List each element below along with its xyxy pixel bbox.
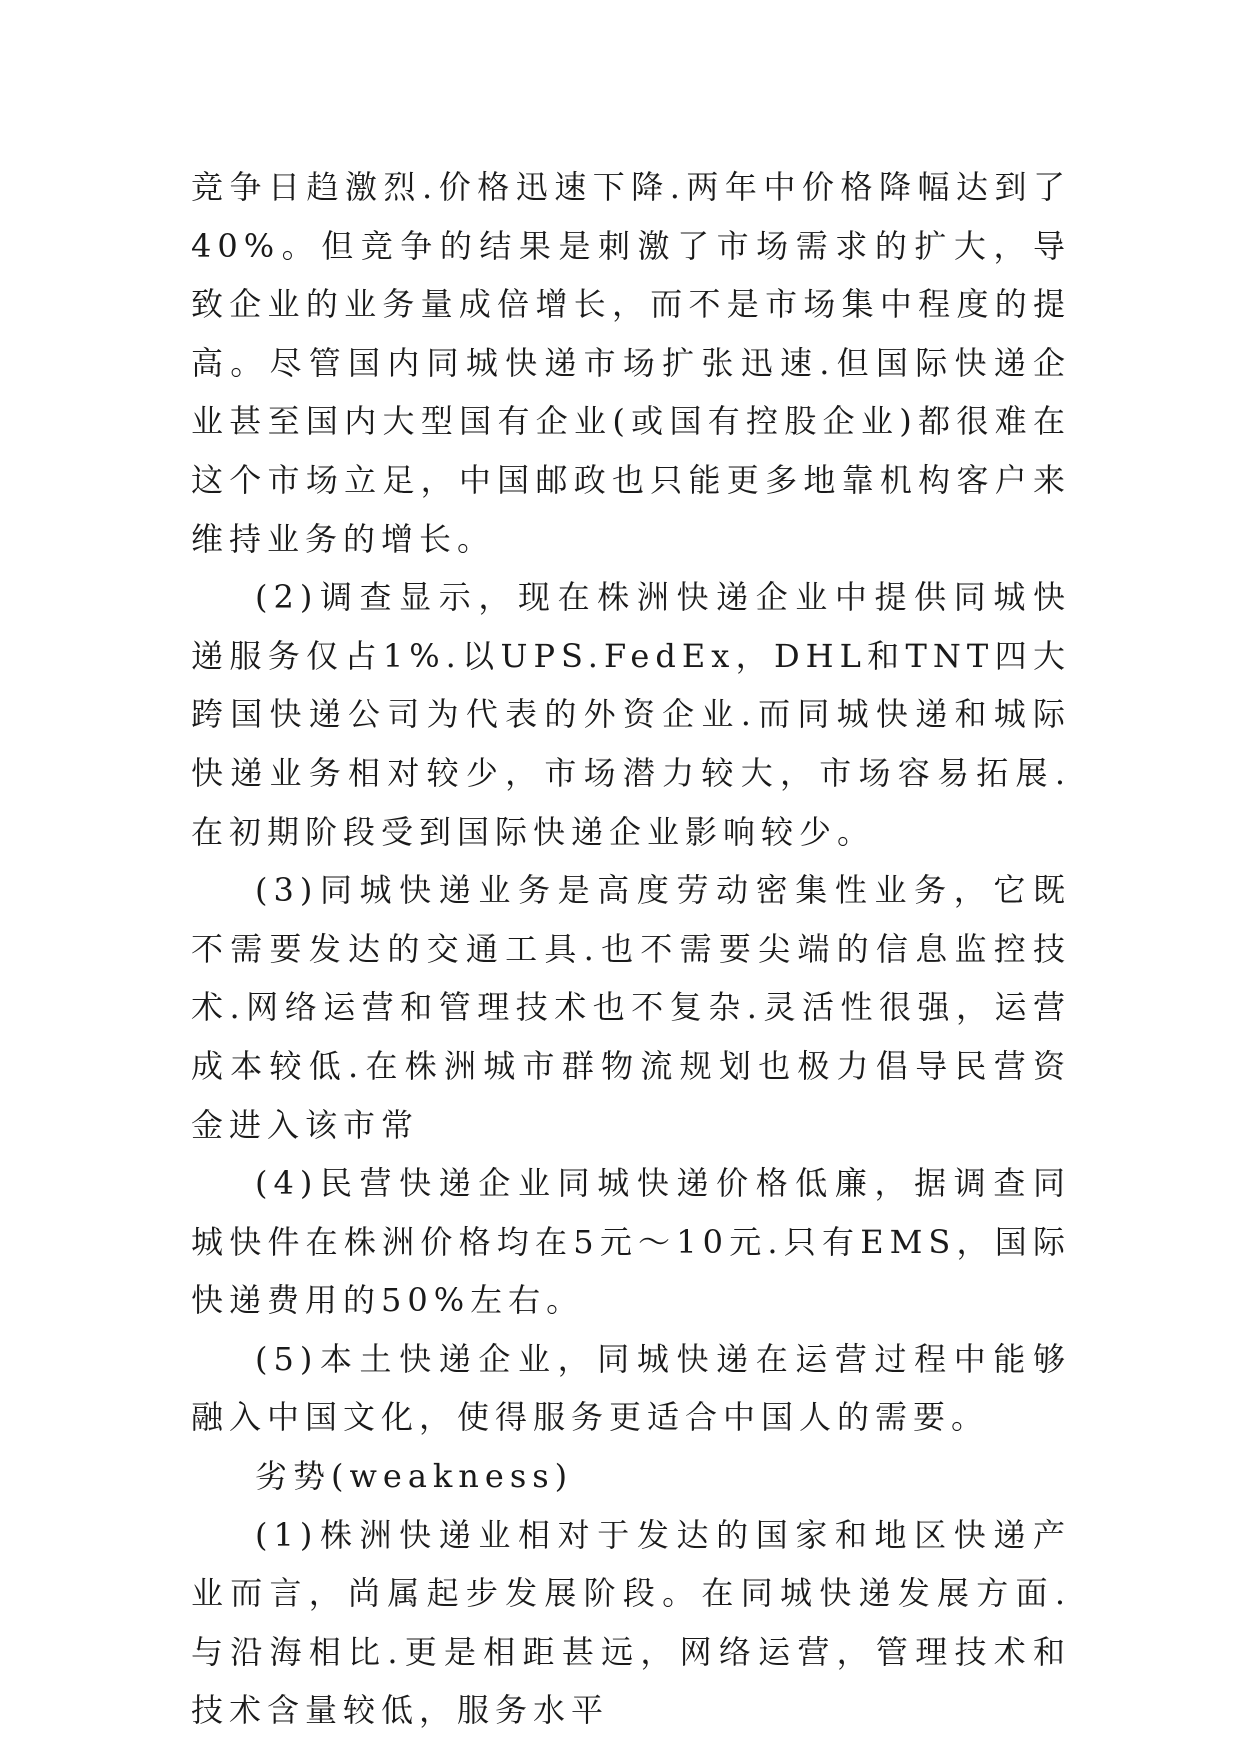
- section-heading-weakness: 劣势(weakness): [255, 1457, 574, 1496]
- paragraph-strength-4: (4)民营快递企业同城快递价格低廉，据调查同城快件在株洲价格均在5元～10元.只有EMS，国际快递费用的50%左右。: [191, 1164, 1071, 1320]
- paragraph-strength-5: (5)本土快递企业，同城快递在运营过程中能够融入中国文化，使得服务更适合中国人的需要。: [191, 1339, 1071, 1437]
- paragraph-strength-3: (3)同城快递业务是高度劳动密集性业务，它既不需要发达的交通工具.也不需要尖端的信息监控技术.网络运营和管理技术也不复杂.灵活性很强，运营成本较低.在株洲城市群物流规划也极力倡导民营资金进入该市常: [191, 871, 1071, 1144]
- paragraph-continuation: 竞争日趋激烈.价格迅速下降.两年中价格降幅达到了40%。但竞争的结果是刺激了市场需求的扩大，导致企业的业务量成倍增长，而不是市场集中程度的提高。尽管国内同城快递市场扩张迅速.但国际快递企业甚至国内大型国有企业(或国有控股企业)都很难在这个市场立足，中国邮政也只能更多地靠机构客户来维持业务的增长。: [191, 168, 1071, 558]
- paragraph-weakness-1: (1)株洲快递业相对于发达的国家和地区快递产业而言，尚属起步发展阶段。在同城快递发展方面.与沿海相比.更是相距甚远，网络运营，管理技术和技术含量较低，服务水平: [191, 1515, 1071, 1730]
- document-body: [191, 158, 1071, 1740]
- paragraph-strength-2: (2)调查显示，现在株洲快递企业中提供同城快递服务仅占1%.以UPS.FedEx，DHL和TNT四大跨国快递公司为代表的外资企业.而同城快递和城际快递业务相对较少，市场潜力较大，市场容易拓展.在初期阶段受到国际快递企业影响较少。: [191, 578, 1071, 851]
